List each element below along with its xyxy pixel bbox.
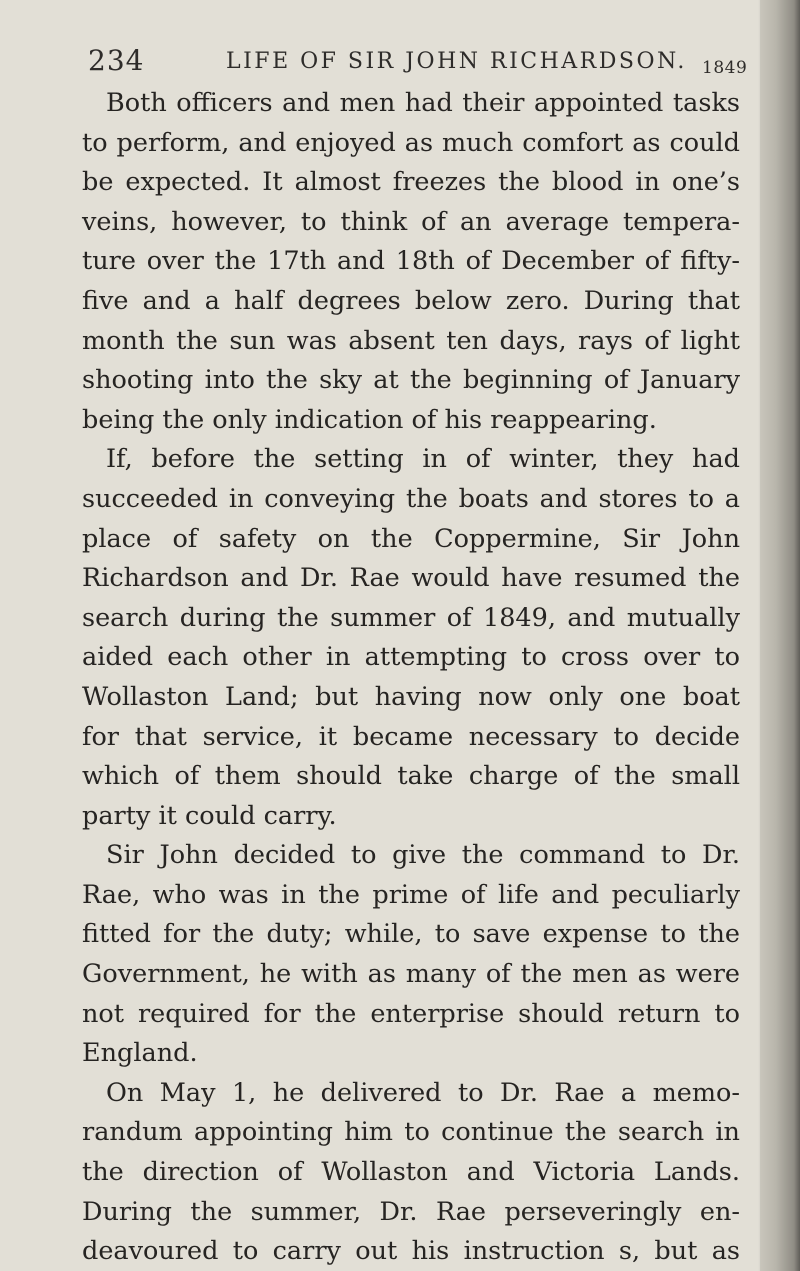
text-line: Both officers and men had their appointed tasks — [106, 88, 740, 118]
text-line: randum appointing him to continue the search in — [82, 1117, 740, 1148]
text-line: party it could carry. — [82, 800, 337, 831]
running-title: LIFE OF SIR JOHN RICHARDSON. — [226, 49, 687, 74]
paragraph — [82, 1074, 740, 1271]
text-line: On May 1, he delivered to Dr. Rae a memo- — [106, 1077, 740, 1108]
text-line: Government, he with as many of the men as were — [82, 959, 740, 990]
paragraph — [82, 84, 740, 440]
text-line: Rae, who was in the prime of life and peculiarly — [82, 879, 740, 910]
text-line: to perform, and enjoyed as much comfort as could — [82, 127, 740, 158]
text-line: not required for the enterprise should return to — [82, 998, 740, 1029]
text-line: aided each other in attempting to cross over to — [82, 642, 740, 673]
text-line: month the sun was absent ten days, rays of light — [82, 325, 740, 356]
text-line: fitted for the duty; while, to save expense to the — [82, 919, 740, 950]
text-line: being the only indication of his reappearing. — [82, 404, 657, 435]
text-line: which of them should take charge of the small — [82, 761, 740, 792]
page-header — [0, 44, 768, 84]
text-line: During the summer, Dr. Rae perseveringly en- — [82, 1196, 740, 1227]
text-line: the direction of Wollaston and Victoria Lands. — [82, 1157, 740, 1188]
text-line: Wollaston Land; but having now only one boat — [82, 681, 740, 712]
text-line: veins, however, to think of an average tempera- — [82, 206, 740, 237]
text-line: shooting into the sky at the beginning of January — [82, 365, 740, 396]
text-line: deavoured to carry out his instruction s, but as — [82, 1236, 740, 1267]
text-line: be expected. It almost freezes the blood in one’s — [82, 167, 740, 198]
text-line: place of safety on the Coppermine, Sir John — [82, 523, 740, 554]
text-line: England. — [82, 1038, 198, 1069]
book-edge — [760, 0, 800, 1271]
paragraph — [82, 836, 740, 1074]
paragraph — [82, 440, 740, 836]
text-line: five and a half degrees below zero. During that — [82, 285, 740, 316]
text-line: ture over the 17th and 18th of December of fifty- — [82, 246, 740, 277]
text-line: for that service, it became necessary to decide — [82, 721, 740, 752]
text-line: succeeded in conveying the boats and stores to a — [82, 483, 740, 514]
header-year: 1849 — [702, 58, 748, 78]
body-text — [82, 84, 740, 1271]
page-number: 234 — [88, 44, 145, 77]
text-line: Richardson and Dr. Rae would have resumed the — [82, 563, 740, 594]
text-line: If, before the setting in of winter, they had — [106, 444, 740, 475]
text-line: search during the summer of 1849, and mutually — [82, 602, 740, 633]
text-line: Sir John decided to give the command to Dr. — [106, 840, 740, 871]
